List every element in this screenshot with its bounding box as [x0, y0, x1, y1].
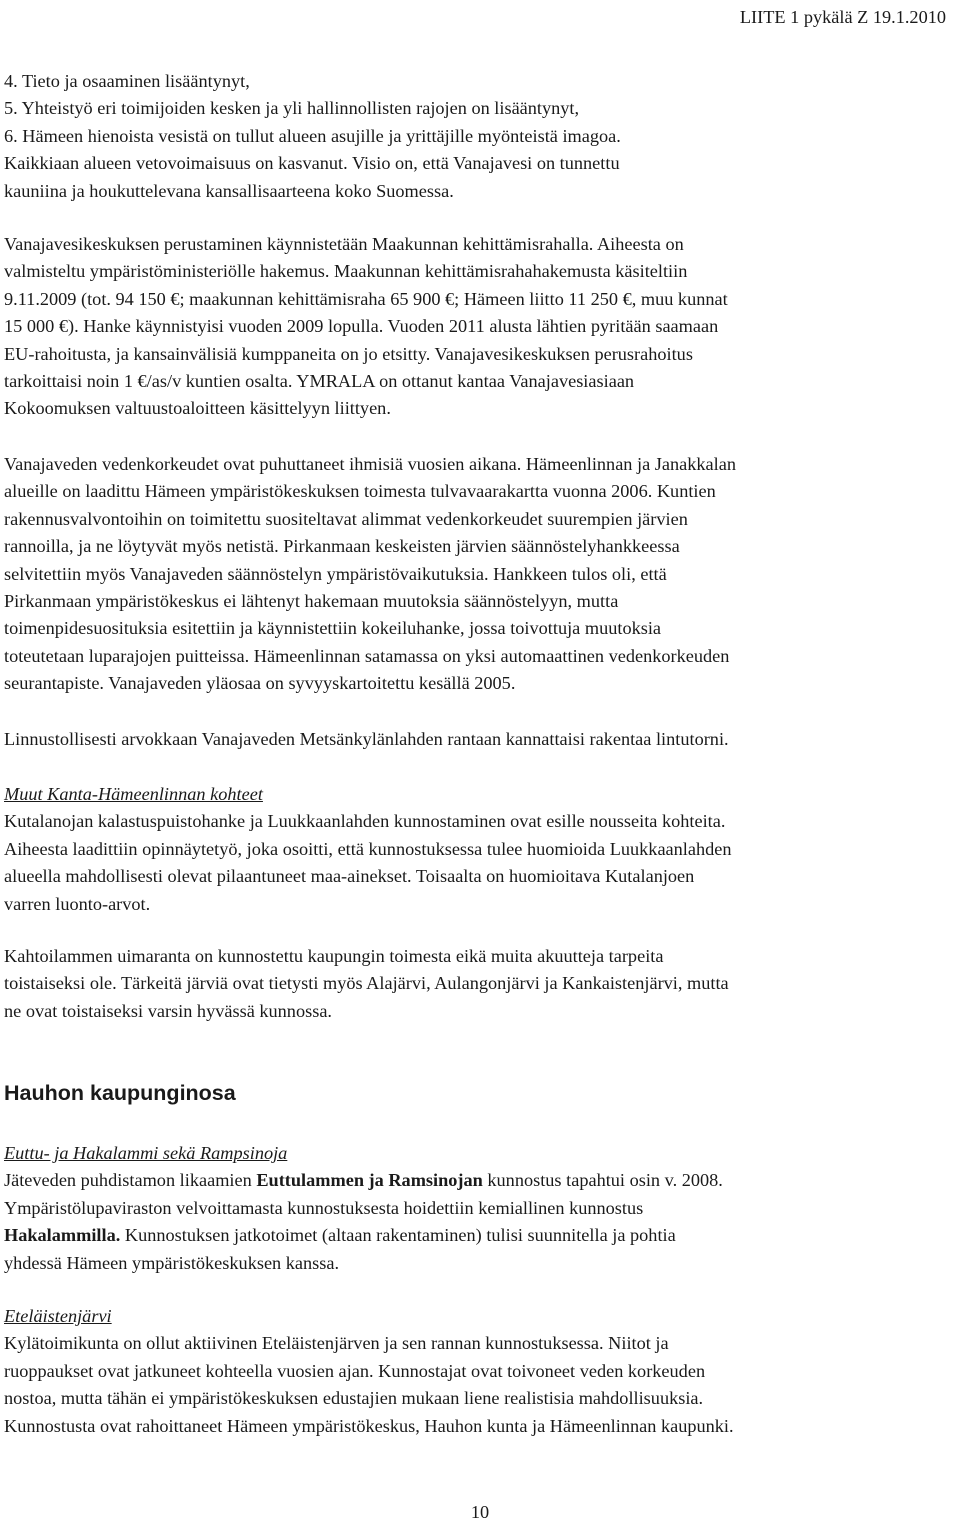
paragraph-line: selvitettiin myös Vanajaveden säännöstelyn ympäristövaikutuksia. Hankkeen tulos oli, että [4, 563, 667, 584]
paragraph-line: Vanajaveden vedenkorkeudet ovat puhuttaneet ihmisiä vuosien aikana. Hämeenlinnan ja Janakkalan [4, 454, 736, 474]
paragraph-line: toteutetaan luparajojen puitteissa. Hämeenlinnan satamassa on yksi automaattinen vedenkorkeuden [4, 645, 730, 666]
paragraph-line: 9.11.2009 (tot. 94 150 €; maakunnan kehittämisraha 65 900 €; Hämeen liitto 11 250 €, muu kunnat [4, 288, 728, 309]
paragraph-line [4, 1222, 954, 1249]
paragraph-line: nostoa, mutta tähän ei ympäristökeskuksen edustajien mukaan liene realistisia mahdollisuuksia. [4, 1388, 704, 1409]
paragraph-line: valmisteltu ympäristöministeriölle hakemus. Maakunnan kehittämisrahahakemusta käsiteltiin [4, 261, 688, 282]
paragraph-line: Kokoomuksen valtuustoaloitteen käsittelyyn liittyen. [4, 398, 391, 419]
paragraph-line: Linnustollisesti arvokkaan Vanajaveden Metsänkylänlahden rantaan kannattaisi rakentaa lintutorni. [4, 729, 729, 749]
paragraph-line: Pirkanmaan ympäristökeskus ei lähtenyt hakemaan muutoksia säännöstelyyn, mutta [4, 591, 619, 612]
paragraph-line: Aiheesta laadittiin opinnäytetyö, joka osoitti, että kunnostuksessa tulee huomioida Luukkaanlahden [4, 838, 732, 859]
page-number: 10 [470, 1502, 490, 1522]
section-etela [4, 1303, 954, 1440]
paragraph-line: Kutalanojan kalastuspuistohanke ja Luukkaanlahden kunnostaminen ovat esille nousseita kohteita. [4, 811, 726, 832]
section-muut-kohteet [4, 781, 954, 918]
bold-text: Euttulammen ja Ramsinojan [256, 1170, 483, 1191]
text-run: Jäteveden puhdistamon likaamien [4, 1170, 257, 1191]
list-item: 5. Yhteistyö eri toimijoiden kesken ja yli hallinnollisten rajojen on lisääntynyt, [4, 98, 580, 119]
paragraph-line: alueille on laadittu Hämeen ympäristökeskuksen toimesta tulvavaarakartta vuonna 2006. Kuntien [4, 481, 716, 502]
paragraph-kahtoilammen [4, 943, 954, 1025]
paragraph-line: rakennusvalvontoihin on toimitettu suositeltavat alimmat vedenkorkeudet suurempien järvien [4, 508, 688, 529]
subheading-euttu: Euttu- ja Hakalammi sekä Rampsinoja [4, 1143, 288, 1163]
goals-list [4, 68, 954, 205]
text-run: kunnostus tapahtui osin v. 2008. [482, 1170, 723, 1191]
paragraph-line: Kaikkiaan alueen vetovoimaisuus on kasvanut. Visio on, että Vanajavesi on tunnettu [4, 153, 620, 174]
paragraph-line: EU-rahoitusta, ja kansainvälisiä kumppaneita on jo etsitty. Vanajavesikeskuksen perusrahoitus [4, 343, 693, 364]
paragraph-line: alueella mahdollisesti olevat pilaantuneet maa-ainekset. Toisaalta on huomioitava Kutalanjoen [4, 866, 695, 887]
paragraph-vanajavesikeskus [4, 231, 954, 423]
paragraph-line: Kunnostusta ovat rahoittaneet Hämeen ympäristökeskus, Hauhon kunta ja Hämeenlinnan kaupunki. [4, 1415, 734, 1436]
page-header: LIITE 1 pykälä Z 19.1.2010 [739, 7, 946, 27]
paragraph-line: ruoppaukset ovat jatkuneet kohteella vuosien ajan. Kunnostajat ovat toivoneet veden korkeuden [4, 1360, 706, 1381]
paragraph-line: rannoilla, ja ne löytyvät myös netistä. Pirkanmaan keskeisten järvien säännöstelyhankkeessa [4, 536, 680, 557]
paragraph-line: Vanajavesikeskuksen perustaminen käynnistetään Maakunnan kehittämisrahalla. Aiheesta on [4, 234, 684, 254]
list-item: 4. Tieto ja osaaminen lisääntynyt, [4, 71, 250, 91]
bold-text: Hakalammilla. [4, 1225, 121, 1246]
section-euttu [4, 1140, 954, 1277]
paragraph-line: toistaiseksi ole. Tärkeitä järviä ovat tietysti myös Alajärvi, Aulangonjärvi ja Kankaistenjärvi, mutta [4, 973, 729, 994]
paragraph-line: Kahtoilammen uimaranta on kunnostettu kaupungin toimesta eikä muita akuutteja tarpeita [4, 946, 664, 966]
paragraph-line: toimenpidesuosituksia esitettiin ja käynnistettiin kokeiluhanke, jossa toivottuja muutoksia [4, 618, 662, 639]
subheading-muut-kohteet: Muut Kanta-Hämeenlinnan kohteet [4, 784, 263, 804]
paragraph-line: tarkoittaisi noin 1 €/as/v kuntien osalta. YMRALA on ottanut kantaa Vanajavesiasiaan [4, 371, 635, 392]
text-run: Kunnostuksen jatkotoimet (altaan rakentaminen) tulisi suunnitella ja pohtia [120, 1225, 676, 1246]
paragraph-line: ne ovat toistaiseksi varsin hyvässä kunnossa. [4, 1000, 333, 1021]
list-item: 6. Hämeen hienoista vesistä on tullut alueen asujille ja yrittäjille myönteistä imagoa. [4, 125, 621, 146]
subheading-etela: Eteläistenjärvi [4, 1306, 112, 1326]
paragraph-line: 15 000 €). Hanke käynnistyisi vuoden 2009 lopulla. Vuoden 2011 alusta lähtien pyritään saamaan [4, 316, 719, 337]
section-title: Hauhon kaupunginosa [4, 1081, 236, 1105]
paragraph-line [4, 1167, 954, 1194]
paragraph-line: Kylätoimikunta on ollut aktiivinen Eteläistenjärven ja sen rannan kunnostuksessa. Niitot ja [4, 1333, 669, 1354]
paragraph-line: varren luonto-arvot. [4, 893, 151, 914]
paragraph-vedenkorkeudet [4, 451, 954, 698]
paragraph-lintutorni [4, 726, 954, 753]
paragraph-line: Ympäristölupaviraston velvoittamasta kunnostuksesta hoidettiin kemiallinen kunnostus [4, 1197, 644, 1218]
paragraph-line: seurantapiste. Vanajaveden yläosaa on syvyyskartoitettu kesällä 2005. [4, 673, 516, 694]
paragraph-line: kauniina ja houkuttelevana kansallisaarteena koko Suomessa. [4, 180, 454, 201]
paragraph-line: yhdessä Hämeen ympäristökeskuksen kanssa. [4, 1252, 340, 1273]
